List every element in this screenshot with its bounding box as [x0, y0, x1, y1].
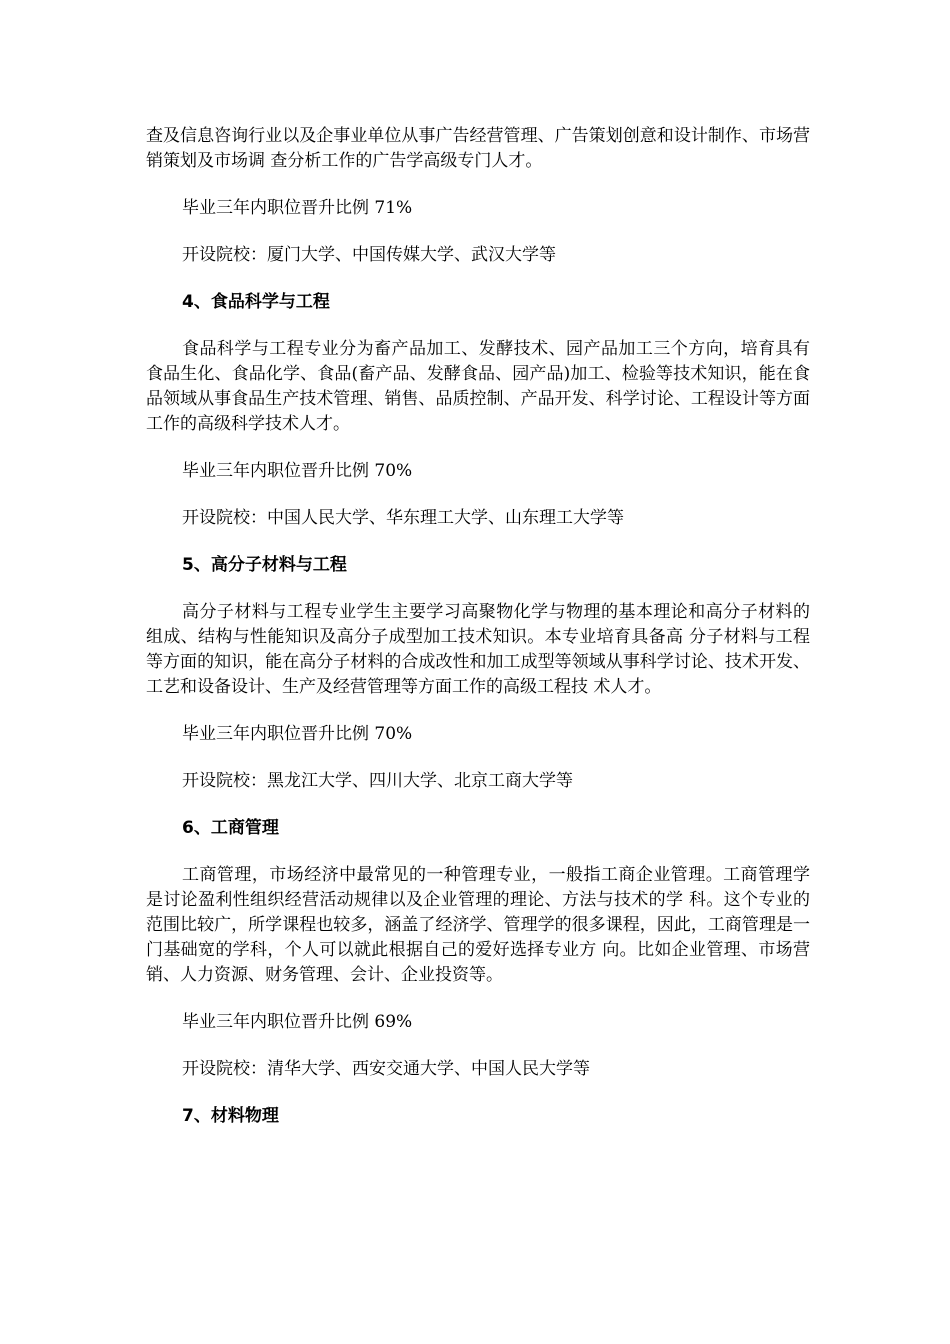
section-schools-business: 开设院校：清华大学、西安交通大学、中国人民大学等 [182, 1059, 590, 1079]
section-heading-material-physics: 7、材料物理 [182, 1106, 279, 1126]
section-stat-business: 毕业三年内职位晋升比例 69% [182, 1012, 413, 1032]
section-paragraph-polymer: 高分子材料与工程专业学生主要学习高聚物化学与物理的基本理论和高分子材料的组成、结构与性能知识及高分子成型加工技术知识。本专业培育具备高 分子材料与工程等方面的知识，能在高分子材料的合成改性和加工成型等领域从事科学讨论、技术开发、工艺和设备设计、生产及经营管理等方面工作的高级工程技 术人才。 [146, 602, 810, 697]
intro-promotion-stat: 毕业三年内职位晋升比例 71% [182, 198, 413, 218]
section-schools-polymer: 开设院校：黑龙江大学、四川大学、北京工商大学等 [182, 771, 573, 791]
section-stat-food-science: 毕业三年内职位晋升比例 70% [182, 461, 413, 481]
section-stat-polymer: 毕业三年内职位晋升比例 70% [182, 724, 413, 744]
intro-paragraph: 查及信息咨询行业以及企事业单位从事广告经营管理、广告策划创意和设计制作、市场营销策划及市场调 查分析工作的广告学高级专门人才。 [146, 126, 810, 171]
section-heading-food-science: 4、食品科学与工程 [182, 292, 330, 312]
section-heading-polymer: 5、高分子材料与工程 [182, 555, 347, 575]
intro-schools: 开设院校：厦门大学、中国传媒大学、武汉大学等 [182, 245, 556, 265]
section-paragraph-food-science: 食品科学与工程专业分为畜产品加工、发酵技术、园产品加工三个方向，培育具有食品生化、食品化学、食品(畜产品、发酵食品、园产品)加工、检验等技术知识，能在食品领域从事食品生产技术管理、销售、品质控制、产品开发、科学讨论、工程设计等方面工作的高级科学技术人才。 [146, 339, 810, 434]
document-page [146, 124, 810, 1129]
section-paragraph-business: 工商管理，市场经济中最常见的一种管理专业，一般指工商企业管理。工商管理学是讨论盈利性组织经营活动规律以及企业管理的理论、方法与技术的学 科。这个专业的范围比较广，所学课程也较多，涵盖了经济学、管理学的很多课程，因此，工商管理是一门基础宽的学科，个人可以就此根据自己的爱好选择专业方 向。比如企业管理、市场营销、人力资源、财务管理、会计、企业投资等。 [146, 865, 810, 985]
section-heading-business: 6、工商管理 [182, 818, 279, 838]
section-schools-food-science: 开设院校：中国人民大学、华东理工大学、山东理工大学等 [182, 508, 624, 528]
